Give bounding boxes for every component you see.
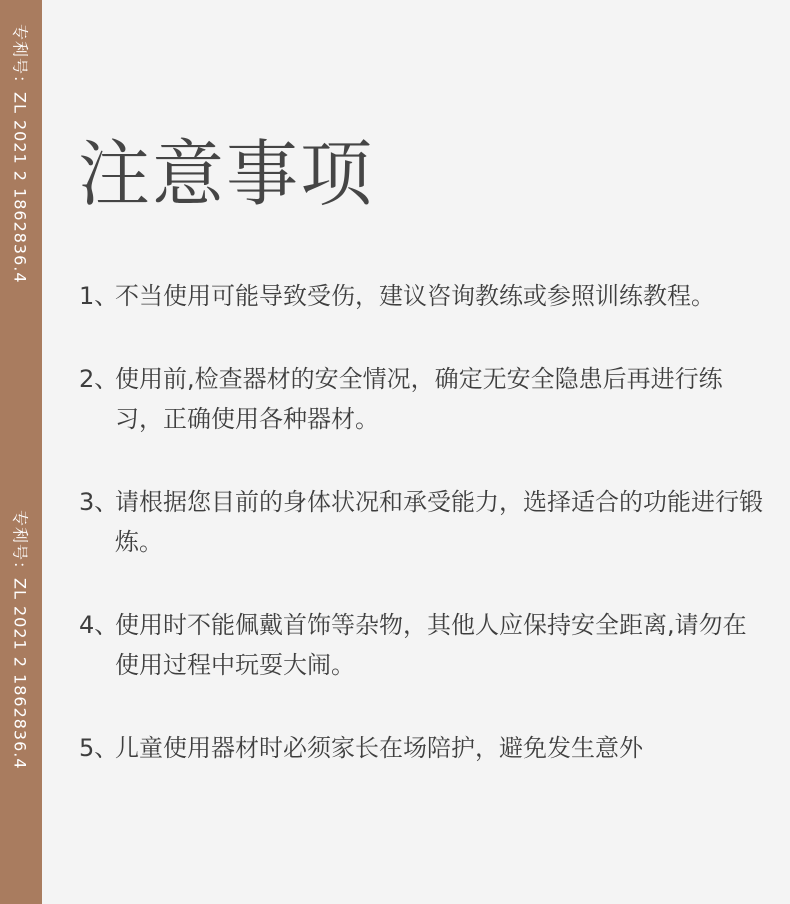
- note-item: [79, 359, 769, 439]
- note-text: 儿童使用器材时必须家长在场陪护，避免发生意外: [115, 734, 643, 762]
- note-text: 使用前,检查器材的安全情况，确定无安全隐患后再进行练习，正确使用各种器材。: [115, 365, 723, 433]
- note-item: [79, 728, 769, 768]
- note-text: 使用时不能佩戴首饰等杂物，其他人应保持安全距离,请勿在使用过程中玩耍大闹。: [115, 611, 747, 679]
- note-item: [79, 482, 769, 562]
- note-number: 2、: [79, 365, 119, 393]
- note-number: 4、: [79, 611, 119, 639]
- note-item: [79, 276, 769, 316]
- note-text: 不当使用可能导致受伤，建议咨询教练或参照训练教程。: [115, 282, 715, 310]
- note-text: 请根据您目前的身体状况和承受能力，选择适合的功能进行锻炼。: [115, 488, 763, 556]
- note-item: [79, 605, 769, 685]
- note-number: 1、: [79, 282, 119, 310]
- note-number: 5、: [79, 734, 119, 762]
- notes-list: [79, 276, 769, 768]
- side-strip: 专利号：ZL 2021 2 1862836.4 专利号：ZL 2021 2 1862836.4: [0, 0, 42, 904]
- note-number: 3、: [79, 488, 119, 516]
- page-title: 注意事项: [78, 132, 375, 216]
